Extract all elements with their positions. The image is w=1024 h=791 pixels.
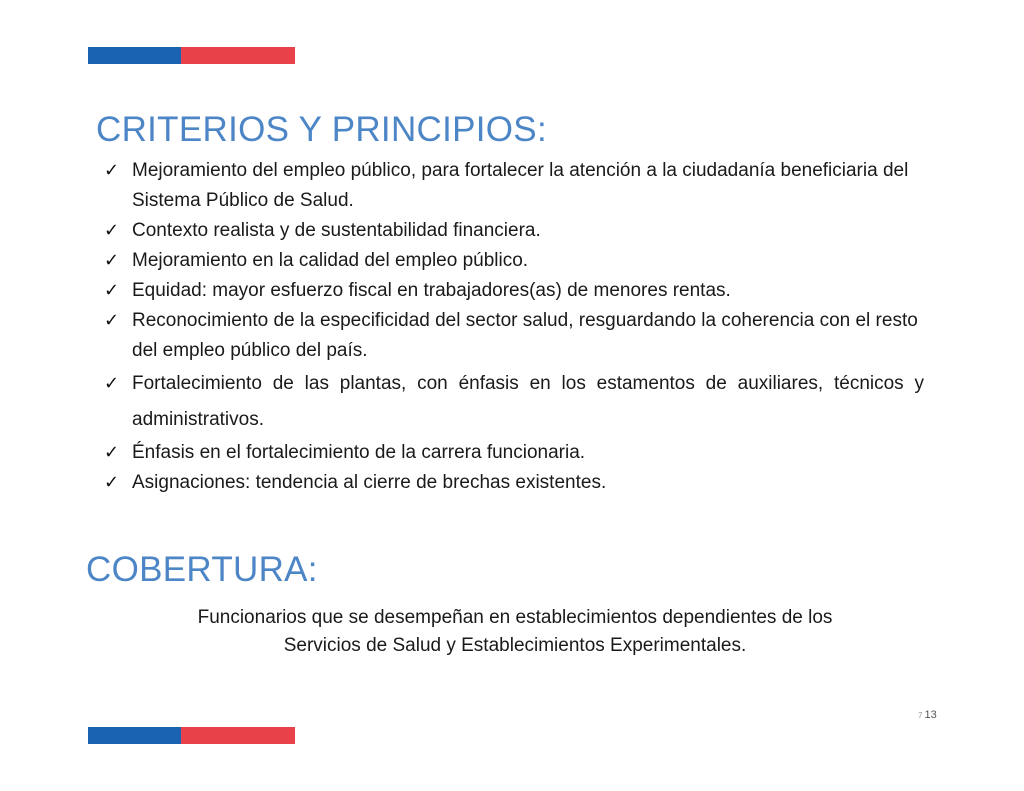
checkmark-icon: ✓: [104, 160, 120, 181]
list-item: [104, 468, 924, 498]
list-item: [104, 366, 924, 438]
checkmark-icon: ✓: [104, 220, 120, 241]
bottom-flag-bar: [88, 727, 295, 744]
list-item-text: Asignaciones: tendencia al cierre de brechas existentes.: [132, 472, 607, 493]
list-item-text: Mejoramiento del empleo público, para fortalecer la atención a la ciudadanía beneficiaria del Sistema Público de Salud.: [132, 160, 909, 211]
checkmark-icon: ✓: [104, 472, 120, 493]
list-item: [104, 216, 924, 246]
flag-red-segment: [181, 47, 295, 64]
list-item: [104, 156, 924, 216]
list-item-text: Equidad: mayor esfuerzo fiscal en trabajadores(as) de menores rentas.: [132, 280, 731, 301]
list-item: [104, 438, 924, 468]
list-item-text: Reconocimiento de la especificidad del sector salud, resguardando la coherencia con el resto del empleo público del país.: [132, 310, 918, 361]
criterios-list: [104, 156, 924, 498]
top-flag-bar: [88, 47, 295, 64]
cobertura-line-1: Funcionarios que se desempeñan en establecimientos dependientes de los: [197, 607, 833, 628]
list-item-text: Contexto realista y de sustentabilidad financiera.: [132, 220, 541, 241]
flag-blue-segment: [88, 47, 181, 64]
flag-blue-segment: [88, 727, 181, 744]
list-item: [104, 246, 924, 276]
list-item-text: Fortalecimiento de las plantas, con énfasis en los estamentos de auxiliares, técnicos y administrativos.: [132, 373, 924, 430]
list-item-text: Énfasis en el fortalecimiento de la carrera funcionaria.: [132, 442, 586, 463]
checkmark-icon: ✓: [104, 280, 120, 301]
checkmark-icon: ✓: [104, 310, 120, 331]
criterios-heading: CRITERIOS Y PRINCIPIOS:: [96, 110, 547, 149]
flag-red-segment: [181, 727, 295, 744]
checkmark-icon: ✓: [104, 250, 120, 271]
cobertura-line-2: Servicios de Salud y Establecimientos Experimentales.: [283, 635, 747, 656]
cobertura-heading: COBERTURA:: [86, 550, 318, 589]
page-number-main: 13: [924, 709, 937, 721]
cobertura-description: [130, 604, 900, 660]
checkmark-icon: ✓: [104, 373, 120, 394]
checkmark-icon: ✓: [104, 442, 120, 463]
list-item-text: Mejoramiento en la calidad del empleo público.: [132, 250, 529, 271]
page-number-small: 7: [918, 711, 923, 720]
page-number: [918, 709, 937, 721]
list-item: [104, 276, 924, 306]
list-item: [104, 306, 924, 366]
